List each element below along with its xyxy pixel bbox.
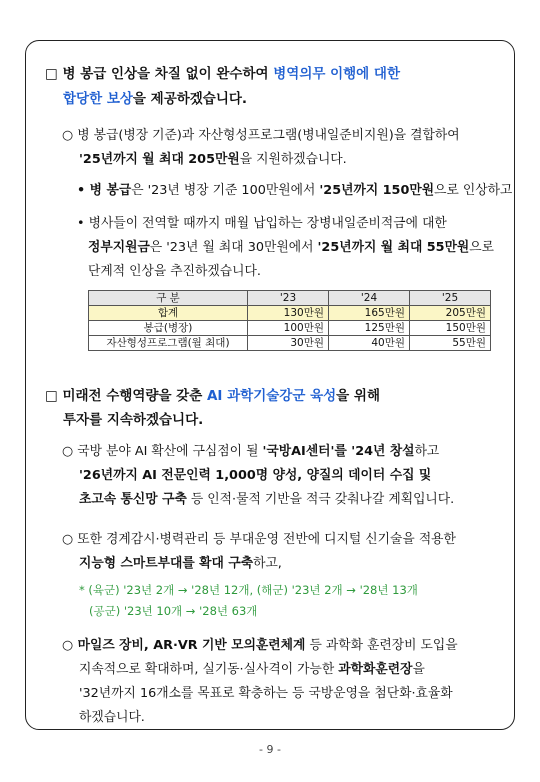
emphasis-text: 과학화훈련장	[338, 662, 413, 677]
section1-point1-line2	[79, 148, 347, 171]
section2-point3-line1	[62, 634, 458, 657]
body-text: 등 과학화 훈련장비 도입을	[305, 638, 458, 653]
section1-point1-line1: ○ 병 봉급(병장 기준)과 자산형성프로그램(병내일준비지원)을 결합하여	[62, 128, 460, 143]
emphasis-text: '25년까지 월 최대 205만원	[79, 152, 240, 167]
note-line2: (공군) '23년 10개 → '28년 63개	[89, 604, 258, 618]
heading-highlight: AI 과학기술강군 육성	[206, 388, 337, 404]
salary-table	[88, 290, 491, 351]
section1-bullet2-line2	[88, 236, 494, 259]
table-row	[89, 321, 491, 336]
section2-point3-line2	[79, 658, 425, 681]
section1-bullet1	[77, 179, 512, 202]
section2-point2-line1: ○ 또한 경계감시·병력관리 등 부대운영 전반에 디지털 신기술을 적용한	[62, 532, 456, 547]
section1-bullet2-line1: • 병사들이 전역할 때까지 매월 납입하는 장병내일준비적금에 대한	[77, 216, 447, 231]
table-cell: 100만원	[248, 321, 329, 336]
emphasis-text: '25년까지 월 최대 55만원	[317, 240, 470, 255]
section2-point2-line2	[79, 552, 282, 575]
section2-point1-line1	[62, 440, 439, 463]
table-cell: 125만원	[329, 321, 410, 336]
section1-heading-line1	[45, 62, 400, 86]
emphasis-text: '26년까지 AI 전문인력 1,000명 양성, 양질의 데이터 수집 및	[79, 468, 432, 483]
body-text: 은 '23년 월 최대 30만원에서	[149, 240, 318, 255]
body-text: 으로 인상하고	[434, 183, 513, 198]
table-cell: 130만원	[248, 306, 329, 321]
table-row	[89, 336, 491, 351]
body-text: 등 인적·물적 기반을 적극 갖춰나갈 계획입니다.	[186, 492, 455, 507]
table-cell: 150만원	[410, 321, 491, 336]
section1-bullet2-line3: 단계적 인상을 추진하겠습니다.	[88, 264, 261, 279]
body-text: 지속적으로 확대하며, 실기동·실사격이 가능한	[79, 662, 339, 677]
heading-text: □ 미래전 수행역량을 갖춘	[45, 388, 207, 404]
table-cell: 40만원	[329, 336, 410, 351]
section1-heading-line2	[63, 87, 247, 111]
body-text: 하고	[414, 444, 440, 459]
emphasis-text: '25년까지 150만원	[319, 183, 435, 198]
table-cell: 봉급(병장)	[89, 321, 248, 336]
table-cell: 30만원	[248, 336, 329, 351]
table-row	[89, 306, 491, 321]
section2-point3-line4: 하겠습니다.	[79, 710, 145, 725]
heading-highlight: 합당한 보상	[63, 91, 133, 107]
heading-text: 을 제공하겠습니다.	[132, 91, 248, 107]
section2-heading-line2: 투자를 지속하겠습니다.	[63, 412, 204, 428]
body-text: ○ 국방 분야 AI 확산에 구심점이 될	[62, 444, 263, 459]
emphasis-text: • 병 봉급	[77, 183, 132, 198]
body-text: 으로	[469, 240, 495, 255]
table-header: '24	[329, 291, 410, 306]
table-cell: 55만원	[410, 336, 491, 351]
table-header: 구 분	[89, 291, 248, 306]
section2-point1-line2	[79, 464, 431, 487]
emphasis-text: 지능형 스마트부대를 확대 구축	[79, 556, 254, 571]
table-header: '25	[410, 291, 491, 306]
table-header-row	[89, 291, 491, 306]
section2-point1-line3	[79, 488, 454, 511]
table-header: '23	[248, 291, 329, 306]
body-text: 하고,	[253, 556, 282, 571]
emphasis-text: 정부지원금	[88, 240, 150, 255]
page-number: - 9 -	[259, 743, 281, 756]
heading-text: □ 병 봉급 인상을 차질 없이 완수하여	[45, 66, 274, 82]
body-text: 은 '23년 병장 기준 100만원에서	[131, 183, 320, 198]
section2-heading-line1	[45, 384, 380, 408]
table-cell: 합계	[89, 306, 248, 321]
section2-point3-line3: '32년까지 16개소를 목표로 확충하는 등 국방운영을 첨단화·효율화	[79, 686, 453, 701]
body-text: 을 지원하겠습니다.	[239, 152, 347, 167]
table-cell: 205만원	[410, 306, 491, 321]
emphasis-text: 초고속 통신망 구축	[79, 492, 187, 507]
table-cell: 자산형성프로그램(월 최대)	[89, 336, 248, 351]
emphasis-text: ○ 마일즈 장비, AR·VR 기반 모의훈련체계	[62, 638, 306, 653]
table-cell: 165만원	[329, 306, 410, 321]
body-text: 을	[412, 662, 425, 677]
emphasis-text: '국방AI센터'를 '24년 창설	[262, 444, 415, 459]
heading-text: 을 위해	[336, 388, 380, 404]
heading-highlight: 병역의무 이행에 대한	[273, 66, 401, 82]
note-line1: * (육군) '23년 2개 → '28년 12개, (해군) '23년 2개 → '28년 13개	[79, 583, 418, 597]
